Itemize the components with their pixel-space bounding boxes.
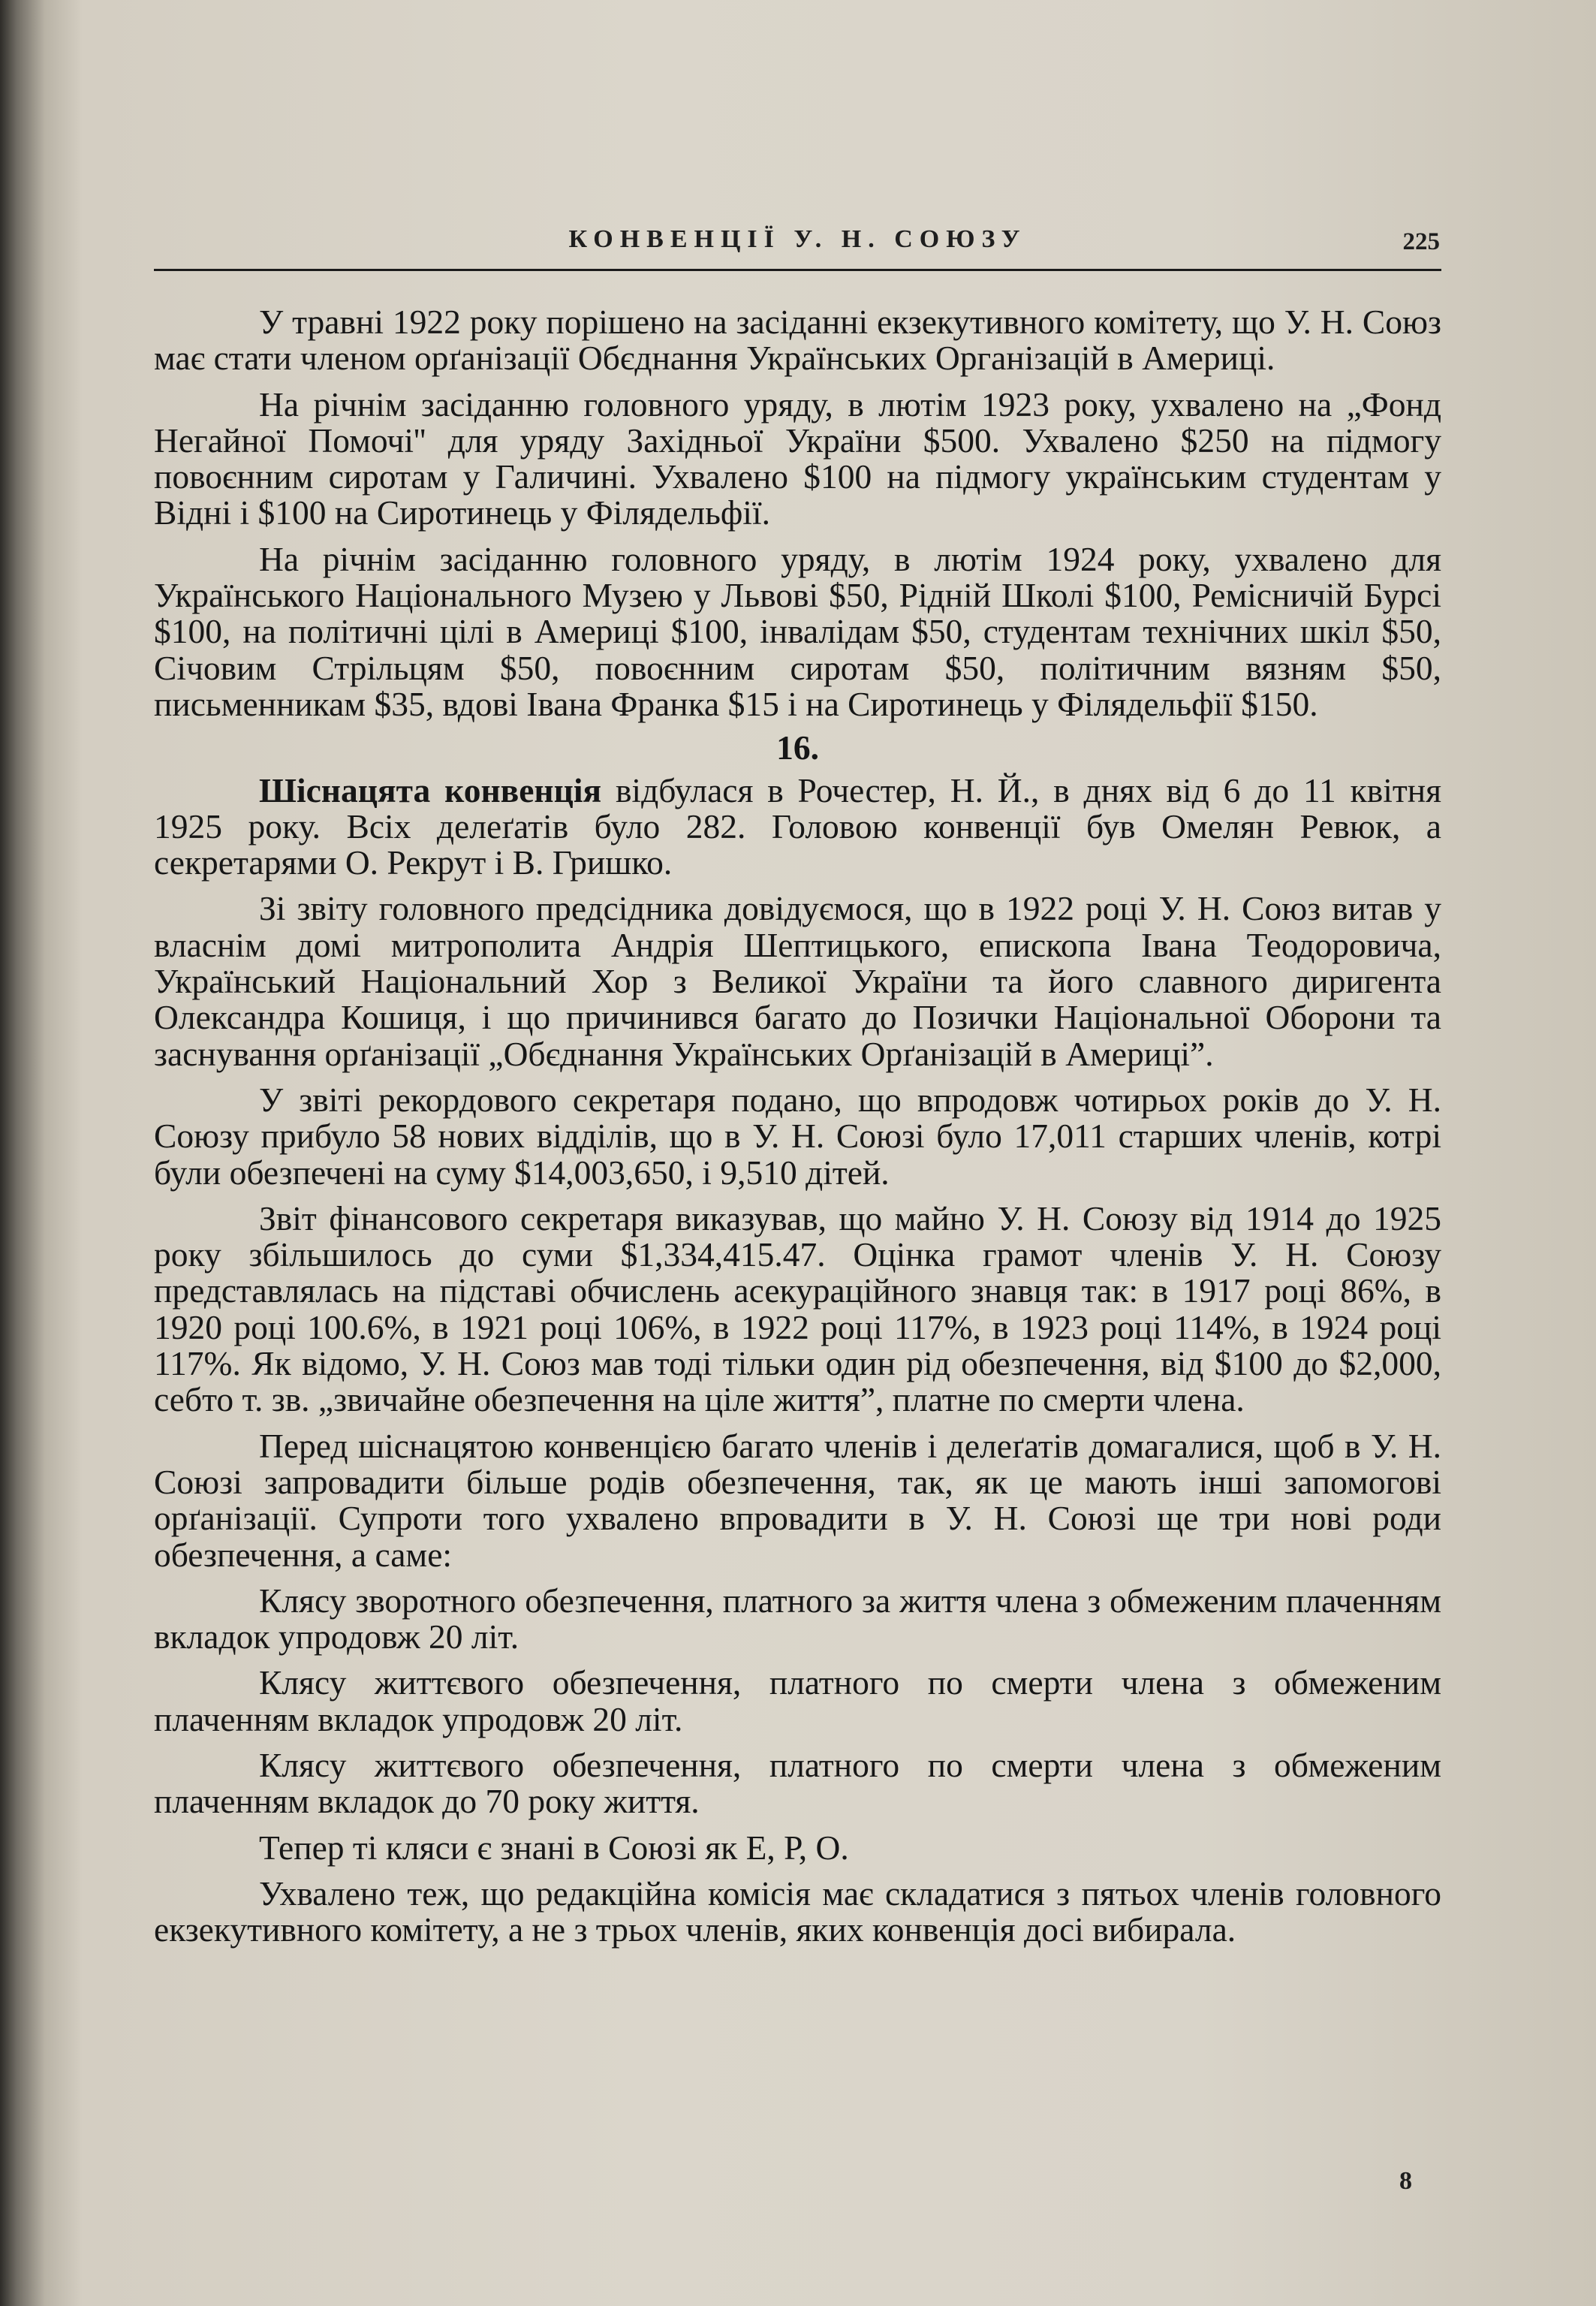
paragraph: Тепер ті кляси є знані в Союзі як Е, Р, О. (259, 1828, 849, 1867)
paragraph: Звіт фінансового секретаря виказував, що майно У. Н. Союзу від 1914 до 1925 року збільшилось до суми $1,334,415.47. Оцінка грамот членів У. Н. Союзу представлялась на підставі обчислень асекураційного знавця так: в 1917 році 86%, в 1920 році 100.6%, в 1921 році 106%, в 1922 році 117%, в 1923 році 114%, в 1924 році 117%. Як відомо, У. Н. Союз мав тоді тільки один рід обезпечення, від $100 до $2,000, себто т. зв. „звичайне обезпечення на ціле життя”, платне по смерти члена. (154, 1198, 1441, 1419)
paragraph: Перед шіснацятою конвенцією багато членів і делеґатів домагалися, щоб в У. Н. Союзі запровадити більше родів обезпечення, так, як це мають інші запомогові орґанізації. Супроти того ухвалено впровадити в У. Н. Союзі ще три нові роди обезпечення, а саме: (154, 1426, 1441, 1574)
paragraph: Зі звіту головного предсідника довідуємося, що в 1922 році У. Н. Союз витав у власнім домі митрополита Андрія Шептицького, епископа Івана Теодоровича, Український Національний Хор з Великої України та його славного диригента Олександра Кошиця, і що причинився багато до Позички Національної Оборони та заснування орґанізації „Обєднання Українських Орґанізацій в Америці”. (154, 889, 1441, 1073)
paragraph: Клясу зворотного обезпечення, платного за життя члена з обмеженим плаченням вкладок упродовж 20 літ. (154, 1581, 1441, 1656)
running-header (154, 224, 1441, 271)
running-title: КОНВЕНЦІЇ У. Н. СОЮЗУ (568, 225, 1027, 253)
page-number: 225 (1402, 228, 1440, 255)
signature-mark: 8 (1399, 2167, 1412, 2195)
paragraph: Клясу життєвого обезпечення, платного по смерти члена з обмеженим плаченням вкладок упродовж 20 літ. (154, 1663, 1441, 1738)
paragraph: Ухвалено теж, що редакційна комісія має складатися з пятьох членів головного екзекутивного комітету, а не з трьох членів, яких конвенція досі вибирала. (154, 1873, 1441, 1949)
paragraph: Клясу життєвого обезпечення, платного по смерти члена з обмеженим плаченням вкладок до 70 року життя. (154, 1745, 1441, 1821)
paragraph: На річнім засіданню головного уряду, в лютім 1924 року, ухвалено для Українського Національного Музею у Львові $50, Рідній Школі $100, Ремісничій Бурсі $100, на політичні цілі в Америці $100, інвалідам $50, студентам технічних шкіл $50, Січовим Стрільцям $50, повоєнним сиротам $50, політичним вязням $50, письменникам $35, вдові Івана Франка $15 і на Сиротинець у Філядельфії $150. (154, 539, 1441, 723)
paragraph: У травні 1922 року порішено на засіданні екзекутивного комітету, що У. Н. Союз має стати членом орґанізації Обєднання Українських Організацій в Америці. (154, 303, 1441, 378)
paragraph: У звіті рекордового секретаря подано, що впродовж чотирьох років до У. Н. Союзу прибуло 58 нових відділів, що в У. Н. Союзі було 17,011 старших членів, котрі були обезпечені на суму $14,003,650, і 9,510 дітей. (154, 1080, 1441, 1192)
paragraph: На річнім засіданню головного уряду, в лютім 1923 року, ухвалено на „Фонд Негайної Помочі'' для уряду Західньої України $500. Ухвалено $250 на підмогу повоєнним сиротам у Галичині. Ухвалено $100 на підмогу українським студентам у Відні і $100 на Сиротинець у Філядельфії. (154, 384, 1441, 532)
body-text (154, 304, 1441, 1948)
convention-paragraph (154, 770, 1441, 882)
convention-lead: Шіснацята конвенція (259, 770, 602, 809)
section-number: 16. (776, 728, 819, 767)
convention-text: відбулася в Рочестер, Н. Й., в днях від 6 до 11 квітня 1925 року. Всіх делеґатів було 282. Головою конвенції був Омелян Ревюк, а секретарями О. Рекрут і В. Гришко. (154, 770, 1441, 882)
